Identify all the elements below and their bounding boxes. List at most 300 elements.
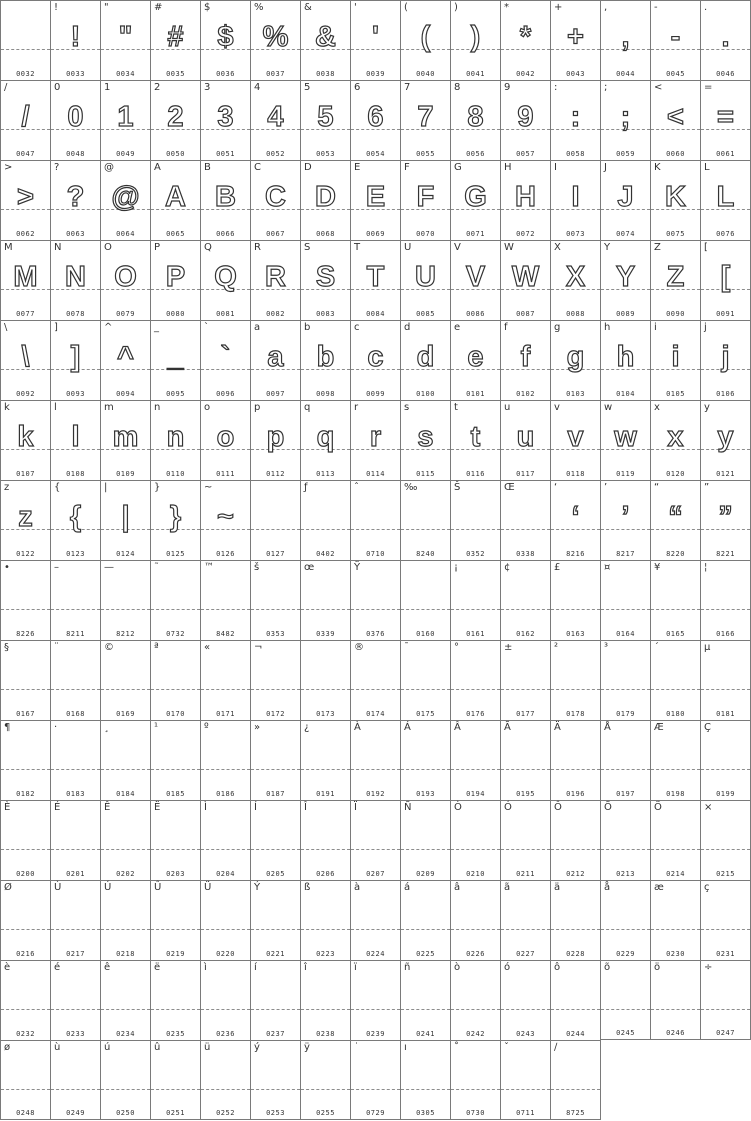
character-code: 0248 [16, 1109, 35, 1117]
glyph-cell [450, 560, 500, 640]
baseline-guide [101, 1009, 150, 1010]
glyph-sample: , [621, 21, 630, 53]
character-code: 0730 [466, 1109, 485, 1117]
character-label: ` [204, 322, 209, 333]
baseline-guide [501, 849, 550, 850]
character-code: 0238 [316, 1030, 335, 1038]
glyph-sample: J [617, 181, 634, 213]
glyph-cell [100, 480, 150, 560]
baseline-guide [651, 929, 700, 930]
glyph-cell [200, 320, 250, 400]
glyph-cell [100, 160, 150, 240]
glyph-sample: { [69, 501, 82, 533]
character-label: œ [304, 562, 315, 573]
character-code: 0098 [316, 390, 335, 398]
character-code: 0083 [316, 310, 335, 318]
glyph-sample: a [267, 341, 284, 373]
glyph-sample: ` [220, 341, 231, 373]
character-code: 0043 [566, 70, 585, 78]
character-label: ¸ [104, 722, 109, 733]
character-label: [ [704, 242, 708, 253]
character-code: 0165 [666, 630, 685, 638]
glyph-cell [700, 880, 751, 960]
character-code: 0185 [166, 790, 185, 798]
baseline-guide [601, 1009, 650, 1010]
glyph-sample: M [13, 261, 38, 293]
character-label: õ [604, 962, 611, 973]
baseline-guide [551, 609, 600, 610]
glyph-cell [400, 560, 450, 640]
glyph-cell [250, 880, 300, 960]
character-code: 0109 [116, 470, 135, 478]
character-label: % [254, 2, 264, 13]
glyph-cell [550, 480, 600, 560]
character-label: @ [104, 162, 114, 173]
character-label: × [704, 802, 713, 813]
character-code: 0203 [166, 870, 185, 878]
glyph-sample: V [465, 261, 486, 293]
glyph-cell [300, 1040, 350, 1120]
character-label: S [304, 242, 311, 253]
glyph-sample: p [266, 421, 285, 453]
glyph-cell [100, 720, 150, 800]
character-label: < [654, 82, 663, 93]
character-code: 0078 [66, 310, 85, 318]
character-label: 9 [504, 82, 511, 93]
character-label: J [604, 162, 607, 173]
character-label: ¨ [54, 642, 59, 653]
glyph-cell [600, 880, 650, 960]
glyph-sample: * [519, 21, 532, 53]
character-code: 0241 [416, 1030, 435, 1038]
character-code: 0111 [216, 470, 235, 478]
character-label: r [354, 402, 359, 413]
glyph-sample: ’ [621, 501, 630, 533]
glyph-cell [650, 400, 700, 480]
glyph-cell [400, 160, 450, 240]
glyph-cell [650, 720, 700, 800]
character-code: 0039 [366, 70, 385, 78]
baseline-guide [651, 769, 700, 770]
glyph-sample: 0 [67, 101, 84, 133]
glyph-cell [300, 240, 350, 320]
character-code: 0060 [666, 150, 685, 158]
character-label: p [254, 402, 261, 413]
character-code: 0064 [116, 230, 135, 238]
glyph-cell [350, 0, 400, 80]
character-code: 0200 [16, 870, 35, 878]
character-code: 0106 [716, 390, 735, 398]
character-code: 0089 [616, 310, 635, 318]
glyph-cell [600, 80, 650, 160]
character-code: 0044 [616, 70, 635, 78]
baseline-guide [601, 769, 650, 770]
character-code: 0112 [266, 470, 285, 478]
character-code: 0166 [716, 630, 735, 638]
baseline-guide [501, 929, 550, 930]
baseline-guide [351, 769, 400, 770]
character-code: 0175 [416, 710, 435, 718]
baseline-guide [401, 1009, 450, 1010]
baseline-guide [251, 529, 300, 530]
glyph-sample: ? [66, 181, 85, 213]
glyph-cell [200, 960, 250, 1040]
character-code: 0173 [316, 710, 335, 718]
glyph-cell [700, 640, 751, 720]
character-label: Ü [204, 882, 212, 893]
character-code: 0213 [616, 870, 635, 878]
character-code: 0041 [466, 70, 485, 78]
character-code: 0219 [166, 950, 185, 958]
glyph-cell [200, 880, 250, 960]
character-code: 0079 [116, 310, 135, 318]
character-label: ’ [604, 482, 608, 493]
character-code: 0194 [466, 790, 485, 798]
glyph-sample: R [265, 261, 286, 293]
glyph-cell [350, 160, 400, 240]
glyph-cell [150, 560, 200, 640]
character-code: 0061 [716, 150, 735, 158]
character-code: 0101 [466, 390, 485, 398]
character-label: â [454, 882, 461, 893]
glyph-cell [700, 560, 751, 640]
character-label: ˆ [354, 482, 359, 493]
character-code: 0163 [566, 630, 585, 638]
glyph-cell [550, 640, 600, 720]
character-label: « [204, 642, 211, 653]
character-label: H [504, 162, 512, 173]
character-code: 8240 [416, 550, 435, 558]
glyph-cell [300, 720, 350, 800]
glyph-cell [600, 720, 650, 800]
glyph-cell [0, 560, 50, 640]
glyph-cell [450, 1040, 500, 1120]
character-label: ° [454, 642, 459, 653]
glyph-sample: r [369, 421, 382, 453]
character-code: 0338 [516, 550, 535, 558]
character-label: 1 [104, 82, 111, 93]
character-label: ß [304, 882, 311, 893]
glyph-sample: S [315, 261, 336, 293]
character-code: 0116 [466, 470, 485, 478]
character-label: k [4, 402, 10, 413]
character-code: 0045 [666, 70, 685, 78]
character-code: 0182 [16, 790, 35, 798]
character-label: W [504, 242, 514, 253]
character-label: • [4, 562, 10, 573]
character-code: 0255 [316, 1109, 335, 1117]
glyph-cell [100, 80, 150, 160]
glyph-cell [300, 800, 350, 880]
character-label: ¹ [154, 722, 159, 733]
glyph-cell [700, 160, 751, 240]
baseline-guide [1, 849, 50, 850]
character-label: o [204, 402, 211, 413]
character-label: x [654, 402, 660, 413]
character-label: ³ [604, 642, 609, 653]
glyph-cell [450, 800, 500, 880]
character-label: ƒ [304, 482, 308, 493]
baseline-guide [401, 929, 450, 930]
character-label: & [304, 2, 312, 13]
glyph-sample: j [721, 341, 730, 373]
glyph-sample: Q [214, 261, 237, 293]
character-code: 0126 [216, 550, 235, 558]
character-label: ‰ [404, 482, 418, 493]
baseline-guide [301, 929, 350, 930]
glyph-sample: t [470, 421, 481, 453]
glyph-cell [100, 960, 150, 1040]
baseline-guide [151, 689, 200, 690]
character-code: 0227 [516, 950, 535, 958]
glyph-cell [400, 320, 450, 400]
baseline-guide [101, 849, 150, 850]
character-code: 0178 [566, 710, 585, 718]
baseline-guide [451, 1009, 500, 1010]
character-code: 0179 [616, 710, 635, 718]
character-code: 8211 [66, 630, 85, 638]
character-label: A [154, 162, 161, 173]
character-label: í [254, 962, 257, 973]
glyph-cell [550, 800, 600, 880]
glyph-cell [50, 1040, 100, 1120]
glyph-cell [350, 1040, 400, 1120]
character-code: 0095 [166, 390, 185, 398]
glyph-cell [700, 800, 751, 880]
glyph-cell [300, 640, 350, 720]
character-label: K [654, 162, 661, 173]
character-code: 0042 [516, 70, 535, 78]
character-label: ± [504, 642, 513, 653]
baseline-guide [451, 769, 500, 770]
character-code: 0183 [66, 790, 85, 798]
baseline-guide [651, 609, 700, 610]
glyph-sample: f [520, 341, 531, 373]
character-code: 0711 [516, 1109, 535, 1117]
glyph-cell [450, 400, 500, 480]
character-label: Ø [4, 882, 12, 893]
glyph-cell [450, 720, 500, 800]
character-label: ı [404, 1042, 407, 1053]
character-code: 0036 [216, 70, 235, 78]
character-label: 3 [204, 82, 211, 93]
character-label: ® [354, 642, 364, 653]
character-code: 0081 [216, 310, 235, 318]
baseline-guide [401, 609, 450, 610]
glyph-cell [600, 560, 650, 640]
glyph-cell [0, 720, 50, 800]
character-code: 8226 [16, 630, 35, 638]
character-code: 0050 [166, 150, 185, 158]
character-code: 0090 [666, 310, 685, 318]
character-code: 0062 [16, 230, 35, 238]
glyph-cell [350, 720, 400, 800]
character-code: 0172 [266, 710, 285, 718]
glyph-sample: ” [718, 501, 733, 533]
character-label: I [554, 162, 557, 173]
baseline-guide [101, 609, 150, 610]
character-label: u [504, 402, 511, 413]
baseline-guide [101, 769, 150, 770]
baseline-guide [101, 929, 150, 930]
character-label: 6 [354, 82, 361, 93]
baseline-guide [1, 929, 50, 930]
character-label: / [4, 82, 8, 93]
character-code: 0231 [716, 950, 735, 958]
baseline-guide [501, 1009, 550, 1010]
character-code: 0123 [66, 550, 85, 558]
character-label: O [104, 242, 112, 253]
character-code: 0073 [566, 230, 585, 238]
glyph-cell [0, 240, 50, 320]
glyph-sample: C [265, 181, 286, 213]
character-code: 0082 [266, 310, 285, 318]
baseline-guide [601, 689, 650, 690]
character-label: — [104, 562, 114, 573]
character-code: 0124 [116, 550, 135, 558]
baseline-guide [51, 769, 100, 770]
glyph-cell [350, 800, 400, 880]
baseline-guide [451, 1089, 500, 1090]
character-code: 0088 [566, 310, 585, 318]
character-label: ´ [654, 642, 659, 653]
glyph-cell [450, 640, 500, 720]
glyph-cell [150, 0, 200, 80]
baseline-guide [301, 1009, 350, 1010]
character-label: Û [154, 882, 162, 893]
character-code: 0223 [316, 950, 335, 958]
glyph-sample: n [166, 421, 185, 453]
glyph-cell [250, 320, 300, 400]
character-code: 0252 [216, 1109, 235, 1117]
glyph-cell [150, 640, 200, 720]
baseline-guide [251, 849, 300, 850]
character-code: 0225 [416, 950, 435, 958]
glyph-cell [400, 240, 450, 320]
character-code: 0091 [716, 310, 735, 318]
baseline-guide [551, 1009, 600, 1010]
glyph-cell [0, 880, 50, 960]
glyph-sample: " [118, 21, 133, 53]
character-label: Q [204, 242, 212, 253]
character-label: m [104, 402, 114, 413]
character-code: 0242 [466, 1030, 485, 1038]
baseline-guide [301, 769, 350, 770]
character-code: 0160 [416, 630, 435, 638]
character-label: n [154, 402, 161, 413]
glyph-sample: - [670, 21, 681, 53]
glyph-cell [400, 1040, 450, 1120]
baseline-guide [501, 689, 550, 690]
glyph-cell [250, 960, 300, 1040]
character-code: 0037 [266, 70, 285, 78]
glyph-cell [150, 480, 200, 560]
glyph-cell [500, 400, 550, 480]
character-label: » [254, 722, 261, 733]
glyph-sample: ^ [117, 341, 134, 373]
character-code: 0216 [16, 950, 35, 958]
character-code: 0250 [116, 1109, 135, 1117]
character-code: 0176 [466, 710, 485, 718]
glyph-cell [300, 0, 350, 80]
baseline-guide [251, 689, 300, 690]
character-code: 0070 [416, 230, 435, 238]
character-label: ý [254, 1042, 260, 1053]
glyph-sample: / [21, 101, 30, 133]
glyph-cell [400, 800, 450, 880]
glyph-cell [100, 560, 150, 640]
glyph-sample: P [165, 261, 186, 293]
baseline-guide [1, 689, 50, 690]
glyph-sample: < [667, 101, 684, 133]
character-label: ñ [404, 962, 411, 973]
character-label: ì [204, 962, 207, 973]
glyph-cell [100, 800, 150, 880]
baseline-guide [301, 689, 350, 690]
character-label: Ë [154, 802, 161, 813]
baseline-guide [501, 769, 550, 770]
glyph-cell [200, 0, 250, 80]
character-code: 0233 [66, 1030, 85, 1038]
character-label: š [254, 562, 260, 573]
character-label: £ [554, 562, 561, 573]
glyph-cell [500, 960, 550, 1040]
character-code: 0184 [116, 790, 135, 798]
glyph-cell [200, 1040, 250, 1120]
character-label: ? [54, 162, 60, 173]
glyph-cell [450, 80, 500, 160]
character-label: ç [704, 882, 710, 893]
character-label: § [4, 642, 9, 653]
baseline-guide [251, 1089, 300, 1090]
glyph-sample: y [717, 421, 734, 453]
baseline-guide [1, 1089, 50, 1090]
character-label: ø [4, 1042, 11, 1053]
character-label: Ô [554, 802, 562, 813]
character-code: 0187 [266, 790, 285, 798]
character-code: 0229 [616, 950, 635, 958]
glyph-cell [450, 160, 500, 240]
glyph-cell [700, 960, 751, 1040]
glyph-cell [300, 320, 350, 400]
character-code: 0210 [466, 870, 485, 878]
character-label: F [404, 162, 410, 173]
character-label: ¯ [404, 642, 409, 653]
character-label: > [4, 162, 13, 173]
glyph-sample: 9 [517, 101, 534, 133]
baseline-guide [1, 769, 50, 770]
glyph-cell [150, 160, 200, 240]
character-label: 2 [154, 82, 161, 93]
glyph-sample: w [614, 421, 637, 453]
character-label: i [654, 322, 657, 333]
glyph-sample: ( [420, 21, 431, 53]
character-label: ™ [204, 562, 214, 573]
character-label: : [554, 82, 558, 93]
baseline-guide [201, 1089, 250, 1090]
character-code: 0122 [16, 550, 35, 558]
glyph-cell [200, 240, 250, 320]
glyph-cell [50, 560, 100, 640]
baseline-guide [701, 769, 750, 770]
glyph-cell [350, 640, 400, 720]
baseline-guide [451, 529, 500, 530]
baseline-guide [701, 929, 750, 930]
glyph-cell [50, 240, 100, 320]
character-label: à [354, 882, 361, 893]
glyph-sample: i [671, 341, 680, 373]
character-code: 0230 [666, 950, 685, 958]
